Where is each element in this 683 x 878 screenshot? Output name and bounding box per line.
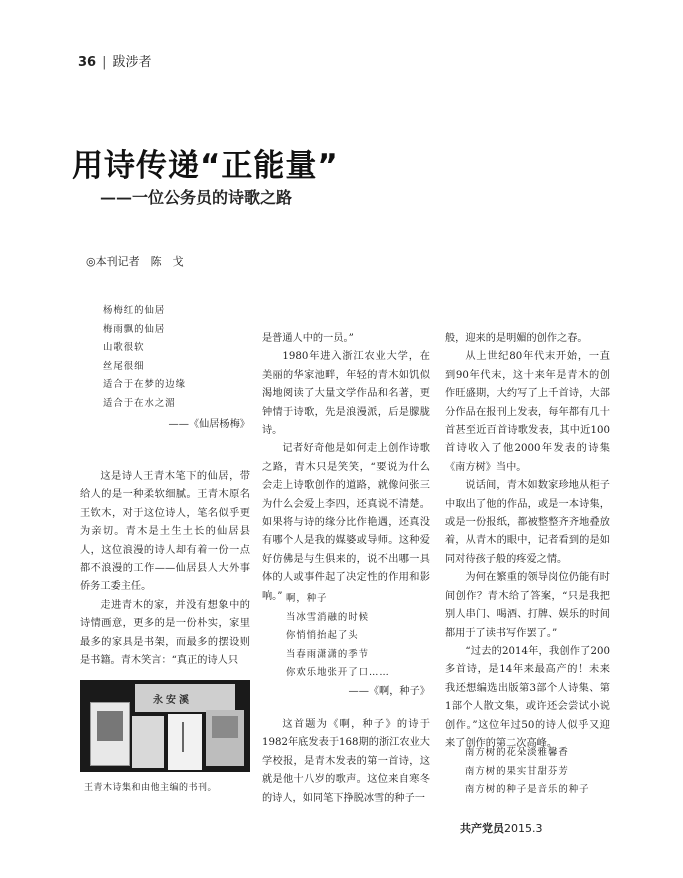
paragraph: 说话间，青木如数家珍地从柜子中取出了他的作品，或是一本诗集，或是一份报纸，都被整整齐齐地叠放着，从青木的眼中，记者看到的是如同对待孩子般的疼爱之情。 bbox=[445, 480, 610, 565]
poem-line: 啊，种子 bbox=[286, 593, 328, 604]
article-subtitle: ——一位公务员的诗歌之路 bbox=[100, 188, 293, 207]
col2-body-top bbox=[262, 330, 430, 606]
paragraph: 是普通人中的一员。” bbox=[262, 333, 354, 344]
book-white bbox=[168, 714, 202, 770]
paragraph: 为何在繁重的领导岗位仍能有时间创作？青木给了答案，“只是我把别人串门、喝酒、打牌、娱乐的时间都用于了读书写作罢了。” bbox=[445, 572, 610, 639]
page-number: 36 bbox=[78, 55, 97, 70]
page-header bbox=[78, 51, 152, 70]
page-footer bbox=[460, 820, 543, 836]
col3-body bbox=[445, 330, 610, 753]
col1-body bbox=[80, 468, 250, 670]
photo-caption: 王青木诗集和由他主编的书刊。 bbox=[84, 783, 218, 793]
article-title: 用诗传递“正能量” bbox=[72, 148, 339, 184]
col1-poem-credit: ——《仙居杨梅》 bbox=[168, 419, 250, 430]
paragraph: 走进青木的家，并没有想象中的诗情画意，更多的是一份朴实，家里最多的家具是书架，而最多的摆设则是书籍。青木笑言：“真正的诗人只 bbox=[80, 599, 250, 667]
poem-line: 适合于在梦的边缘 bbox=[103, 379, 187, 391]
poem-line: 你欢乐地张开了口…… bbox=[286, 667, 390, 679]
col3-poem bbox=[465, 744, 625, 800]
paragraph: 1980年进入浙江农业大学，在美丽的华家池畔，年轻的青木如饥似渴地阅读了大量文学作品和名著，更钟情于诗歌，先是浪漫派，后是朦胧诗。 bbox=[262, 351, 430, 437]
col2-body-bottom bbox=[262, 716, 430, 808]
magazine-logo: 共产党员 bbox=[460, 822, 504, 835]
poem-line: 山歌很软 bbox=[103, 342, 145, 354]
paragraph: 从上世纪80年代末开始，一直到90年代末，这十来年是青木的创作旺盛期，大约写了上千首诗，大部分作品在报刊上发表，每年都有几十首甚至近百首诗歌发表，其中近100首诗收入了他2000年发表的诗集《南方树》当中。 bbox=[445, 351, 610, 473]
header-separator: | bbox=[102, 55, 107, 70]
poem-line: 南方树的花朵淡雅馨香 bbox=[465, 747, 569, 758]
book-title-label: 永安溪 bbox=[153, 695, 192, 706]
paragraph: 这首题为《啊，种子》的诗于1982年底发表于168期的浙江农业大学校报，是青木发表的第一首诗，这就是他十八岁的歌声。这位来自寒冬的诗人，如同笔下挣脱冰雪的种子一 bbox=[262, 719, 430, 804]
paragraph: 记者好奇他是如何走上创作诗歌之路，青木只是笑笑，“要说为什么会走上诗歌创作的道路，就像问张三为什么会爱上李四，还真说不清楚。如果将与诗的缘分比作艳遇，还真没有哪个人是我的媒婆或导师。这种爱好仿佛是与生俱来的，说不出哪一具体的人或事件起了决定性的作用和影响。” bbox=[262, 443, 430, 602]
poem-line: 丝尾很细 bbox=[103, 360, 145, 372]
issue-number: 2015.3 bbox=[504, 822, 543, 835]
poem-line: 南方树的种子是音乐的种子 bbox=[465, 784, 590, 796]
byline: ◎本刊记者 陈 戈 bbox=[86, 255, 184, 268]
paragraph: 般，迎来的是明媚的创作之春。 bbox=[445, 333, 588, 344]
book-middle bbox=[132, 716, 164, 768]
poem-line: 你悄悄抬起了头 bbox=[286, 630, 359, 642]
book-cover-top bbox=[135, 684, 235, 712]
book-left bbox=[90, 702, 130, 766]
book-right bbox=[206, 710, 244, 766]
paragraph: 这是诗人王青木笔下的仙居，带给人的是一种柔软细腻。王青木原名王钦木，对于这位诗人，笔名似乎更为亲切。青木是土生土长的仙居县人，这位浪漫的诗人却有着一份一点都不浪漫的工作——仙居县人大外事侨务工委主任。 bbox=[80, 471, 250, 593]
paragraph: “过去的2014年，我创作了200多首诗，是14年来最高产的！未来我还想编选出版第3部个人诗集、第1部个人散文集，或许还会尝试小说创作。”这位年过50的诗人似乎又迎来了创作的第二次高峰。 bbox=[445, 645, 610, 749]
poem-line: 南方树的果实甘甜芬芳 bbox=[465, 765, 569, 777]
section-name: 跋涉者 bbox=[112, 55, 152, 70]
poem-line: 适合于在水之湄 bbox=[103, 397, 176, 409]
col2-poem bbox=[286, 590, 436, 683]
poem-line: 杨梅红的仙居 bbox=[103, 305, 166, 316]
col1-poem bbox=[103, 302, 253, 414]
poem-line: 梅雨飘的仙居 bbox=[103, 323, 166, 335]
poem-line: 当春雨潇潇的季节 bbox=[286, 648, 370, 660]
col2-poem-credit: ——《啊，种子》 bbox=[348, 686, 430, 697]
book-photo bbox=[80, 680, 250, 772]
poem-line: 当冰雪消融的时候 bbox=[286, 611, 370, 623]
